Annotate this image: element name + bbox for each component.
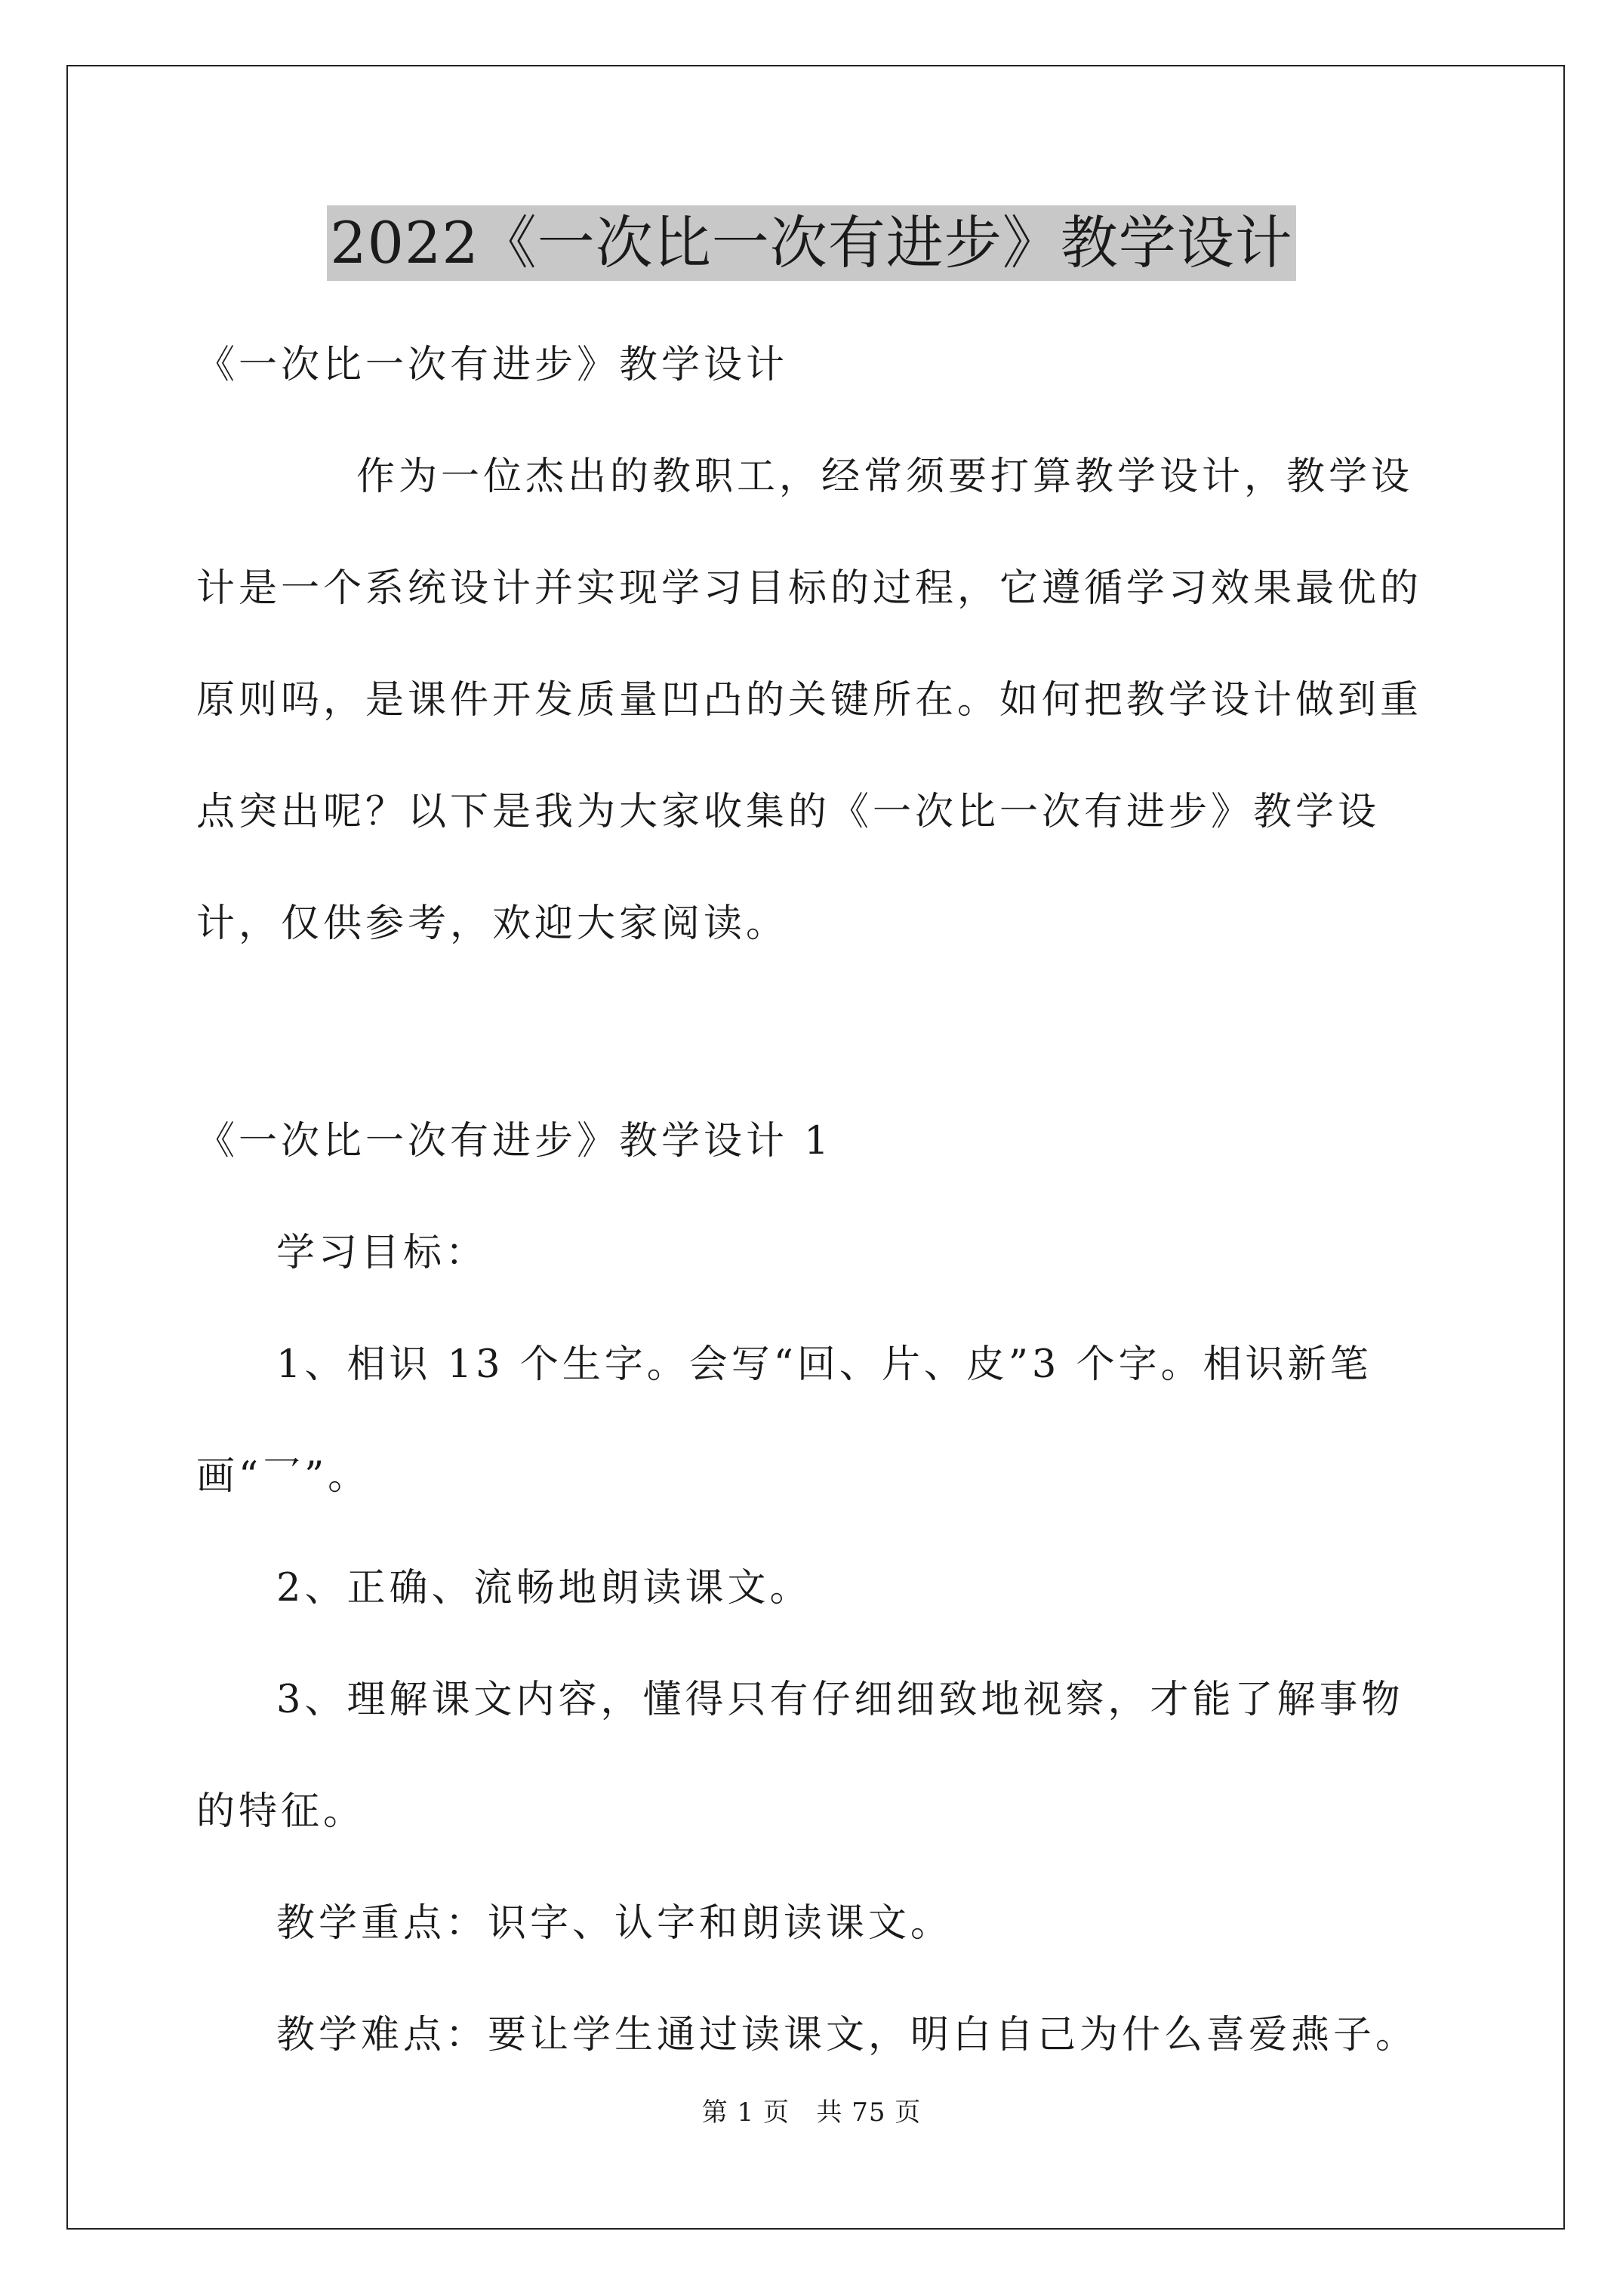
document-title: 2022《一次比一次有进步》教学设计 (327, 205, 1295, 281)
document-body (196, 310, 1434, 2091)
page-total: 共 75 页 (816, 2097, 922, 2128)
objective-item-3: 3、理解课文内容，懂得只有仔细细致地视察，才能了解事物的特征。 (196, 1678, 1404, 1834)
objectives-label: 学习目标： (276, 1231, 488, 1275)
title-container (0, 205, 1623, 281)
page-number: 第 1 页 (701, 2097, 790, 2128)
objective-item-1: 1、相识 13 个生字。会写“回、片、皮”3 个字。相识新笔画“乛”。 (196, 1342, 1372, 1499)
difficulty-point: 教学难点：要让学生通过读课文，明白自己为什么喜爱燕子。 (276, 2013, 1418, 2057)
objective-item-2: 2、正确、流畅地朗读课文。 (276, 1566, 812, 1610)
page-footer (0, 2091, 1623, 2128)
document-subtitle: 《一次比一次有进步》教学设计 (196, 343, 789, 387)
key-point: 教学重点：识字、认字和朗读课文。 (276, 1901, 953, 1946)
intro-paragraph: 作为一位杰出的教职工，经常须要打算教学设计，教学设计是一个系统设计并实现学习目标的过程，它遵循学习效果最优的原则吗，是课件开发质量凹凸的关键所在。如何把教学设计做到重点突出呢？以下是我为大家收集的《一次比一次有进步》教学设计，仅供参考，欢迎大家阅读。 (196, 455, 1423, 946)
section-heading: 《一次比一次有进步》教学设计 1 (196, 1119, 833, 1163)
